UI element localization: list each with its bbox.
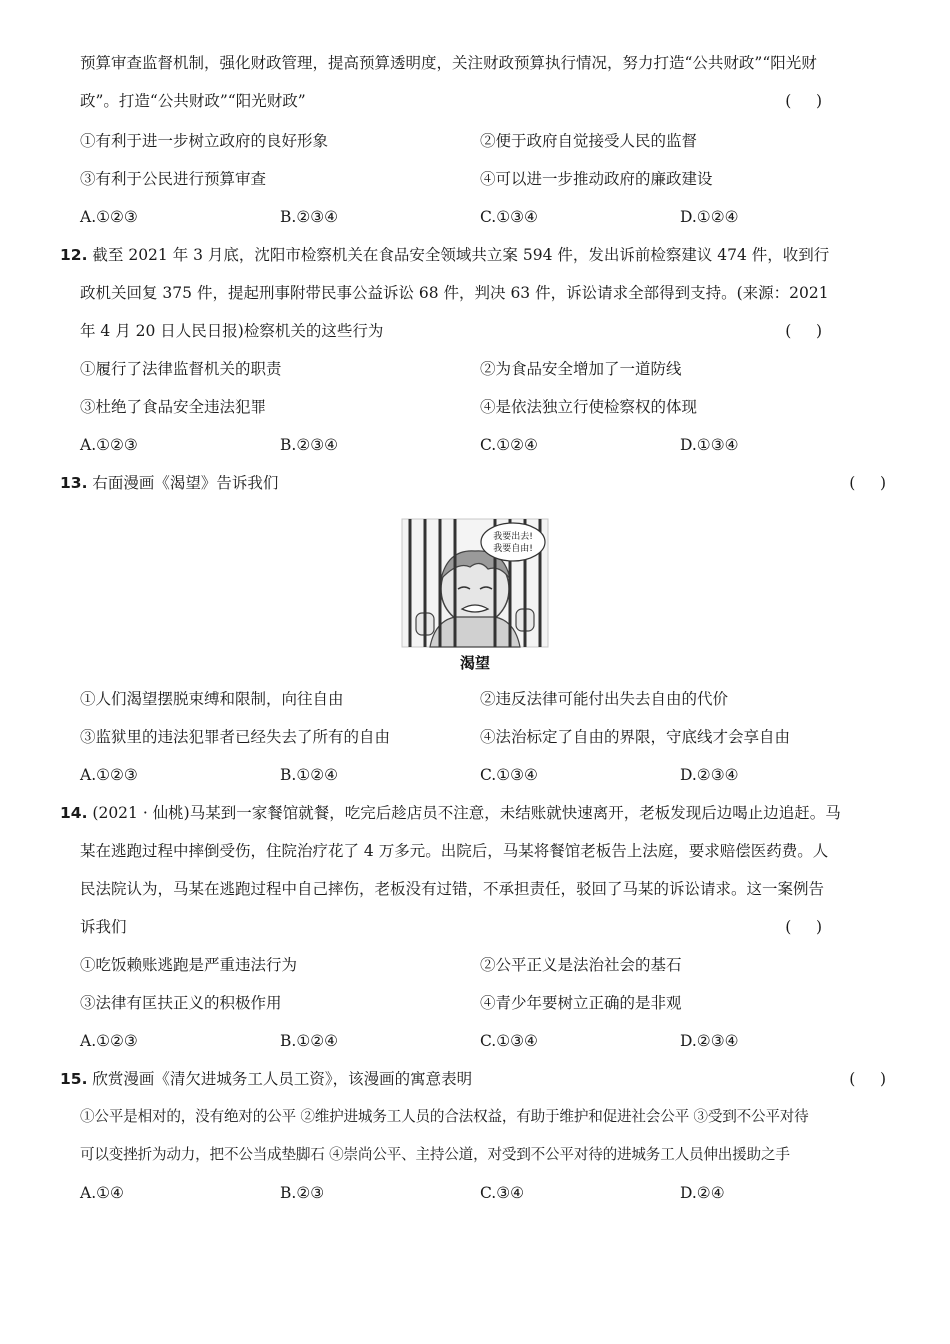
q12-stem-text-3: 年 4 月 20 日人民日报)检察机关的这些行为 — [80, 322, 384, 340]
q14-answer-paren: ( ) — [785, 918, 822, 936]
q11-choice-d[interactable]: D.①②④ — [680, 208, 739, 226]
q12-stem-text-1: 截至 2021 年 3 月底，沈阳市检察机关在食品安全领域共立案 594 件，发出诉前检察建议 474 件，收到行 — [92, 246, 830, 264]
q13-option-3[interactable]: ③监狱里的违法犯罪者已经失去了所有的自由 — [80, 728, 391, 746]
q13-cartoon-image — [400, 517, 550, 675]
q11-stem-text: 政”。打造“公共财政”“阳光财政” — [80, 92, 306, 110]
q15-stem-text: 欣赏漫画《清欠进城务工人员工资》，该漫画的寓意表明 — [92, 1070, 473, 1088]
q11-choice-a[interactable]: A.①②③ — [80, 208, 138, 226]
q13-options-row-2 — [80, 726, 886, 748]
q14-option-1[interactable]: ①吃饭赖账逃跑是严重违法行为 — [80, 956, 298, 974]
q13-stem-line-1 — [60, 472, 886, 494]
q14-stem-line-1 — [60, 802, 886, 824]
q11-stem-line-1: 预算审查监督机制，强化财政管理，提高预算透明度，关注财政预算执行情况，努力打造“公共财政”“阳光财 — [80, 54, 817, 72]
q12-option-2[interactable]: ②为食品安全增加了一道防线 — [480, 360, 682, 378]
q12-stem-line-2: 政机关回复 375 件，提起刑事附带民事公益诉讼 68 件，判决 63 件，诉讼请求全部得到支持。(来源：2021 — [80, 284, 829, 302]
q15-answer-paren: ( ) — [849, 1070, 886, 1088]
q14-stem-line-3: 民法院认为，马某在逃跑过程中自己摔伤，老板没有过错，不承担责任，驳回了马某的诉讼请求。这一案例告 — [80, 880, 825, 898]
q14-stem-line-2: 某在逃跑过程中摔倒受伤，住院治疗花了 4 万多元。出院后，马某将餐馆老板告上法庭，要求赔偿医药费。人 — [80, 842, 829, 860]
q12-answer-paren: ( ) — [785, 322, 822, 340]
q13-number: 13. — [60, 474, 88, 492]
q12-choice-b[interactable]: B.②③④ — [280, 436, 339, 454]
q14-option-4[interactable]: ④青少年要树立正确的是非观 — [480, 994, 682, 1012]
q15-number: 15. — [60, 1070, 88, 1088]
q14-choice-a[interactable]: A.①②③ — [80, 1032, 138, 1050]
cartoon-bubble-text-2: 我要自由! — [493, 544, 533, 554]
q15-choice-d[interactable]: D.②④ — [680, 1184, 725, 1202]
q14-choice-c[interactable]: C.①③④ — [480, 1032, 538, 1050]
q11-options-row-1 — [80, 130, 886, 152]
q15-options-line-2: 可以变挫折为动力，把不公当成垫脚石 ④崇尚公平、主持公道，对受到不公平对待的进城务工人员伸出援助之手 — [80, 1146, 790, 1163]
q11-answer-paren: ( ) — [785, 92, 822, 110]
q11-option-2[interactable]: ②便于政府自觉接受人民的监督 — [480, 132, 698, 150]
q12-option-4[interactable]: ④是依法独立行使检察权的体现 — [480, 398, 698, 416]
q13-choice-c[interactable]: C.①③④ — [480, 766, 538, 784]
q13-option-1[interactable]: ①人们渴望摆脱束缚和限制，向往自由 — [80, 690, 344, 708]
q14-option-2[interactable]: ②公平正义是法治社会的基石 — [480, 956, 682, 974]
q11-options-row-2 — [80, 168, 886, 190]
q14-choice-d[interactable]: D.②③④ — [680, 1032, 739, 1050]
q12-stem-line-3 — [80, 320, 886, 342]
q11-choice-b[interactable]: B.②③④ — [280, 208, 339, 226]
q12-stem-line-1 — [60, 244, 886, 266]
q14-number: 14. — [60, 804, 88, 822]
q12-option-1[interactable]: ①履行了法律监督机关的职责 — [80, 360, 282, 378]
q12-choice-a[interactable]: A.①②③ — [80, 436, 138, 454]
cartoon-title: 渴望 — [459, 654, 491, 672]
cartoon-bubble-text-1: 我要出去! — [493, 532, 533, 542]
q11-choice-c[interactable]: C.①③④ — [480, 208, 538, 226]
q14-choice-b[interactable]: B.①②④ — [280, 1032, 339, 1050]
q13-choice-a[interactable]: A.①②③ — [80, 766, 138, 784]
q13-choice-b[interactable]: B.①②④ — [280, 766, 339, 784]
q15-choice-a[interactable]: A.①④ — [80, 1184, 124, 1202]
q15-options-line-1: ①公平是相对的，没有绝对的公平 ②维护进城务工人员的合法权益，有助于维护和促进社会公平 ③受到不公平对待 — [80, 1108, 809, 1125]
q12-option-3[interactable]: ③杜绝了食品安全违法犯罪 — [80, 398, 267, 416]
q13-stem-text: 右面漫画《渴望》告诉我们 — [92, 474, 279, 492]
q14-options-row-1 — [80, 954, 886, 976]
q12-choice-d[interactable]: D.①③④ — [680, 436, 739, 454]
q13-option-2[interactable]: ②违反法律可能付出失去自由的代价 — [480, 690, 729, 708]
q14-options-row-2 — [80, 992, 886, 1014]
q11-stem-line-2 — [80, 90, 886, 112]
q12-options-row-1 — [80, 358, 886, 380]
q15-choice-c[interactable]: C.③④ — [480, 1184, 525, 1202]
q11-option-3[interactable]: ③有利于公民进行预算审查 — [80, 170, 267, 188]
q13-choice-d[interactable]: D.②③④ — [680, 766, 739, 784]
q13-answer-paren: ( ) — [849, 474, 886, 492]
q14-option-3[interactable]: ③法律有匡扶正义的积极作用 — [80, 994, 282, 1012]
q12-options-row-2 — [80, 396, 886, 418]
q13-options-row-1 — [80, 688, 886, 710]
q14-stem-text-4: 诉我们 — [80, 918, 127, 936]
q14-stem-text-1: (2021 · 仙桃)马某到一家餐馆就餐，吃完后趁店员不注意，未结账就快速离开，老板发现后边喝止边追赶。马 — [92, 804, 841, 822]
q13-option-4[interactable]: ④法治标定了自由的界限，守底线才会享自由 — [480, 728, 791, 746]
q15-stem-line-1 — [60, 1068, 886, 1090]
q15-choice-b[interactable]: B.②③ — [280, 1184, 325, 1202]
q12-choice-c[interactable]: C.①②④ — [480, 436, 538, 454]
cartoon-speech-bubble — [481, 523, 545, 561]
q12-number: 12. — [60, 246, 88, 264]
cartoon-body — [430, 617, 520, 647]
q11-option-1[interactable]: ①有利于进一步树立政府的良好形象 — [80, 132, 329, 150]
q14-stem-line-4 — [80, 916, 886, 938]
q11-option-4[interactable]: ④可以进一步推动政府的廉政建设 — [480, 170, 713, 188]
